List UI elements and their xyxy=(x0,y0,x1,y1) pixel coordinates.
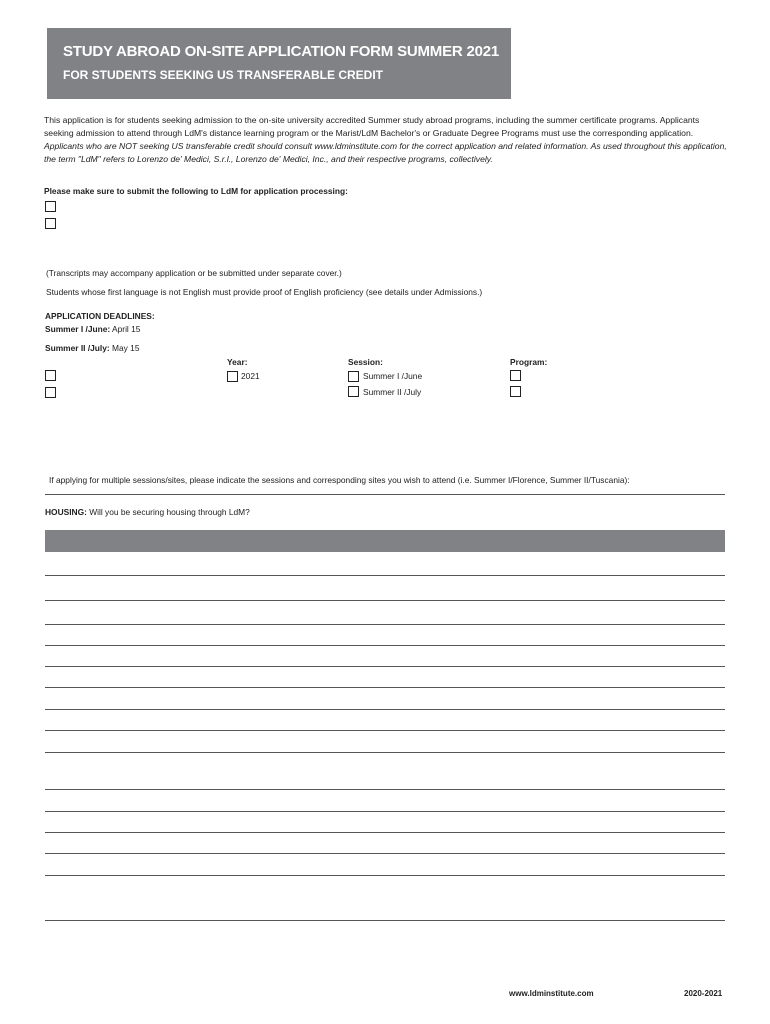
form-line[interactable] xyxy=(45,811,725,812)
selection-checkbox-1[interactable] xyxy=(45,370,56,381)
form-title: STUDY ABROAD ON-SITE APPLICATION FORM SUMMER 2021 xyxy=(63,43,500,60)
form-line[interactable] xyxy=(45,709,725,710)
housing-label: HOUSING: xyxy=(45,507,87,517)
form-line[interactable] xyxy=(45,853,725,854)
form-line[interactable] xyxy=(45,875,725,876)
deadline-summer2-date: May 15 xyxy=(112,343,140,353)
form-line[interactable] xyxy=(45,575,725,576)
submit-checkbox-1[interactable] xyxy=(45,201,56,212)
session-summer1-label: Summer I /June xyxy=(363,371,423,381)
transcripts-note: (Transcripts may accompany application or be submitted under separate cover.) xyxy=(46,268,342,278)
program-label: Program: xyxy=(510,357,548,367)
intro-paragraph xyxy=(44,114,730,166)
form-line[interactable] xyxy=(45,666,725,667)
form-line[interactable] xyxy=(45,789,725,790)
form-subtitle: FOR STUDENTS SEEKING US TRANSFERABLE CREDIT xyxy=(63,68,384,82)
program-checkbox-1[interactable] xyxy=(510,370,521,381)
selection-checkbox-2[interactable] xyxy=(45,387,56,398)
form-line[interactable] xyxy=(45,832,725,833)
year-2021-label: 2021 xyxy=(241,371,260,381)
form-line[interactable] xyxy=(45,730,725,731)
form-line[interactable] xyxy=(45,624,725,625)
deadlines-heading: APPLICATION DEADLINES: xyxy=(45,311,155,321)
year-label: Year: xyxy=(227,357,248,367)
footer-website: www.ldminstitute.com xyxy=(509,989,594,998)
program-checkbox-2[interactable] xyxy=(510,386,521,397)
year-2021-checkbox[interactable] xyxy=(227,371,238,382)
form-line[interactable] xyxy=(45,687,725,688)
submit-checkbox-2[interactable] xyxy=(45,218,56,229)
header-banner xyxy=(47,28,511,99)
housing-question-text: Will you be securing housing through LdM? xyxy=(89,507,250,517)
form-line[interactable] xyxy=(45,752,725,753)
english-note: Students whose first language is not English must provide proof of English proficiency (see details under Admissions.) xyxy=(46,287,483,297)
deadline-summer1-date: April 15 xyxy=(112,324,141,334)
submit-heading: Please make sure to submit the following to LdM for application processing: xyxy=(44,186,348,196)
intro-italic-text: Applicants who are NOT seeking US transferable credit should consult www.ldminstitute.com for the correct application and related information. As used throughout this application, the term "LdM" refers to Lorenzo de' Medici, S.r.l., Lorenzo de' Medici, Inc., and their respective programs, collectively. xyxy=(44,141,727,164)
form-line[interactable] xyxy=(45,645,725,646)
session-summer1-checkbox[interactable] xyxy=(348,371,359,382)
session-summer2-checkbox[interactable] xyxy=(348,386,359,397)
deadline-summer1-label: Summer I /June: xyxy=(45,324,111,334)
deadline-summer1 xyxy=(45,324,140,334)
deadline-summer2 xyxy=(45,343,140,353)
form-line[interactable] xyxy=(45,920,725,921)
section-header-bar xyxy=(45,530,725,552)
multiple-sessions-line[interactable] xyxy=(45,494,725,495)
housing-question xyxy=(45,507,250,517)
intro-plain-text: This application is for students seeking admission to the on-site university accredited Summer study abroad programs, including the summer certificate programs. Applicants seeking admission to attend through LdM's distance learning program or the Marist/LdM Bachelor's or Graduate Degree Programs must use the corresponding application. xyxy=(44,115,700,138)
footer-year: 2020-2021 xyxy=(684,989,723,998)
deadline-summer2-label: Summer II /July: xyxy=(45,343,110,353)
multiple-sessions-note: If applying for multiple sessions/sites, please indicate the sessions and corresponding sites you wish to attend (i.e. Summer I/Florence, Summer II/Tuscania): xyxy=(49,475,630,485)
form-line[interactable] xyxy=(45,600,725,601)
session-summer2-label: Summer II /July xyxy=(363,387,422,397)
session-label: Session: xyxy=(348,357,383,367)
